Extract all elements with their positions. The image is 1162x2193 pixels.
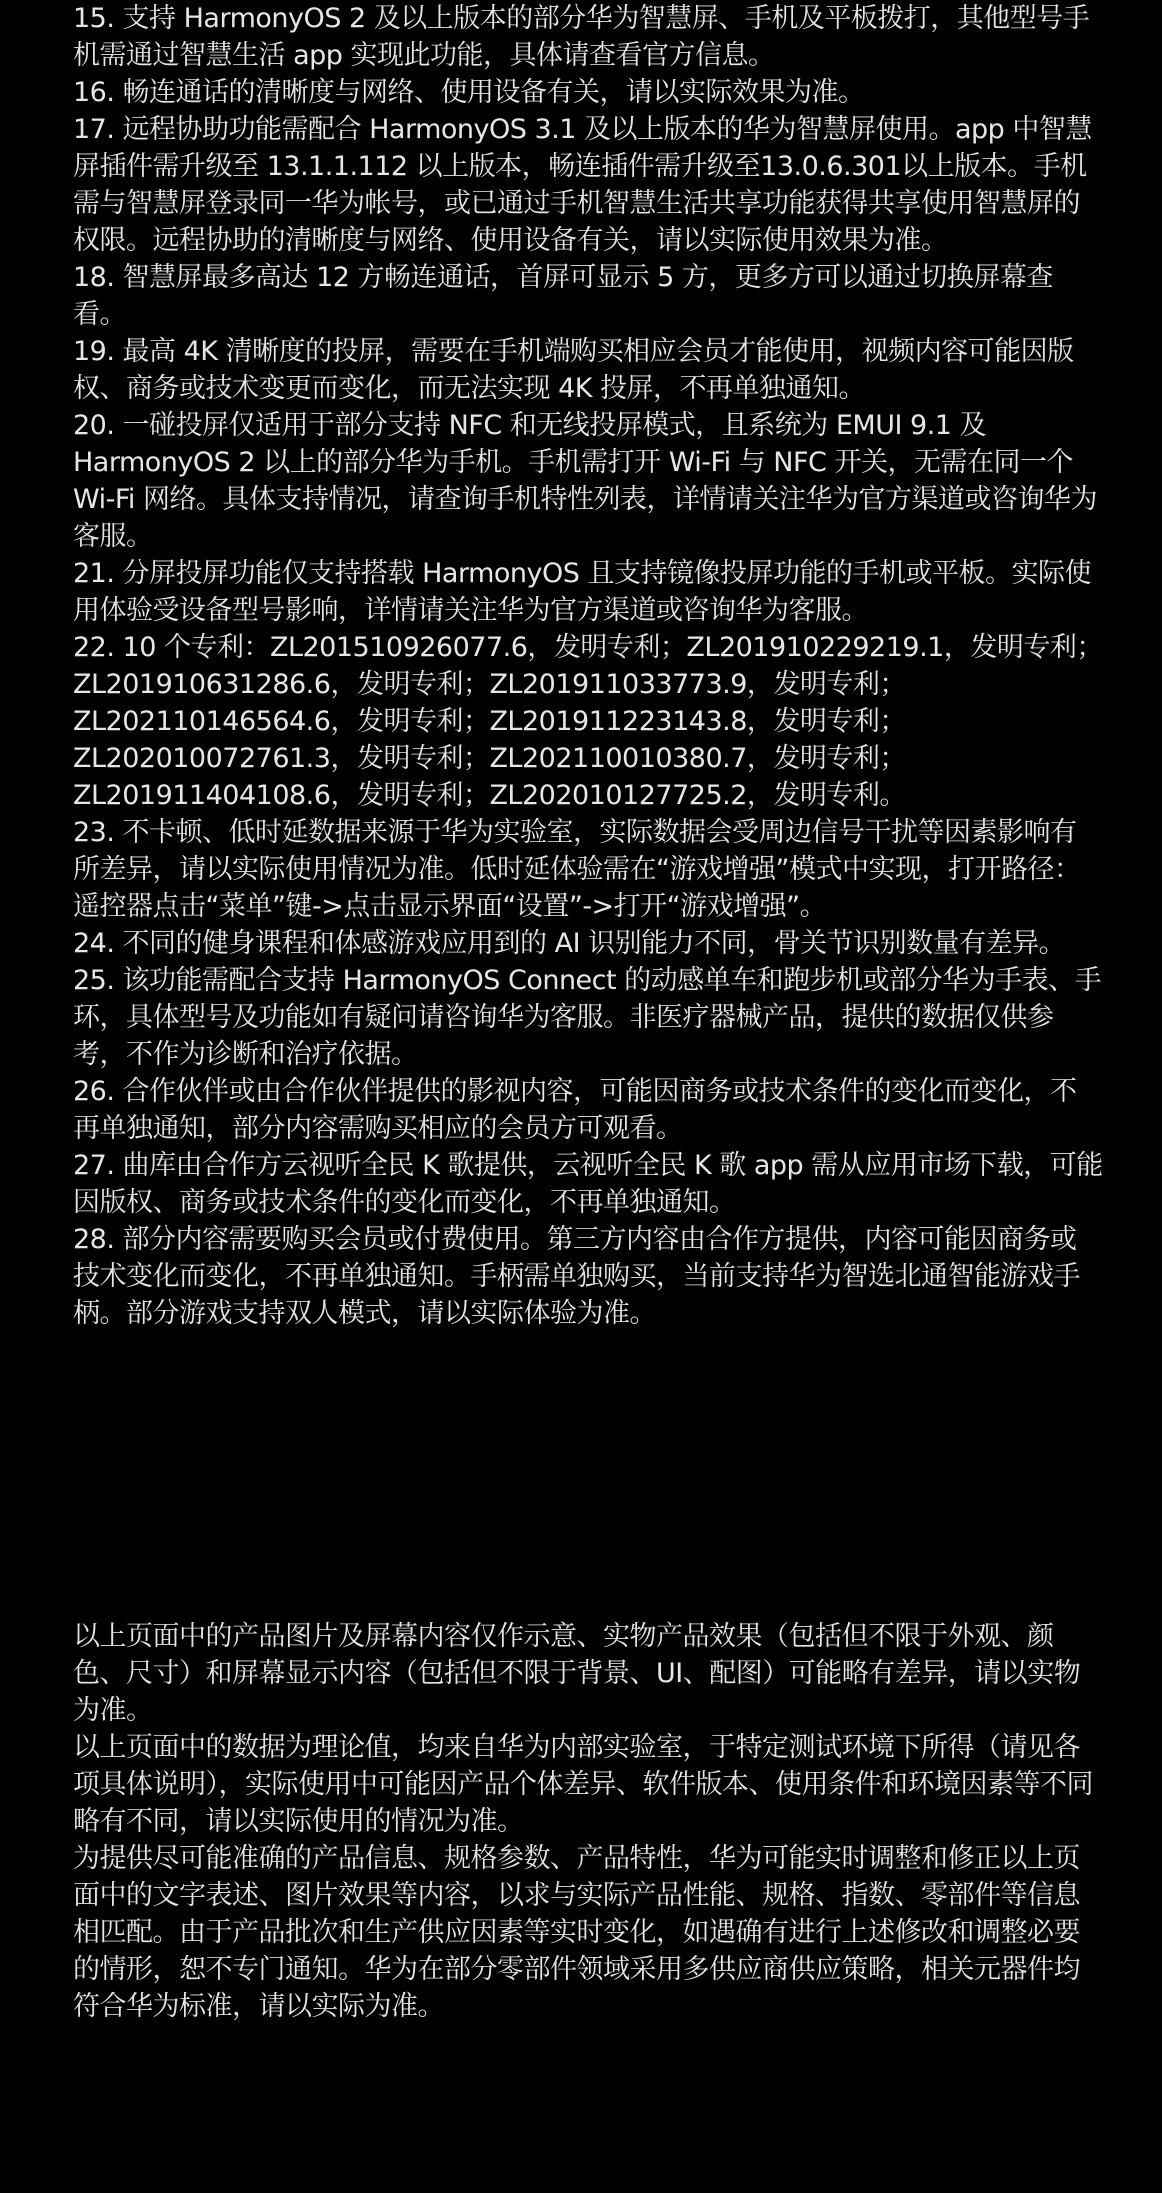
footnote-21: 21. 分屏投屏功能仅支持搭载 HarmonyOS 且支持镜像投屏功能的手机或平板。实际使用体验受设备型号影响，详情请关注华为官方渠道或咨询华为客服。 (73, 558, 1091, 626)
footnote-25: 25. 该功能需配合支持 HarmonyOS Connect 的动感单车和跑步机或部分华为手表、手环，具体型号及功能如有疑问请咨询华为客服。非医疗器械产品，提供的数据仅供参考，不作为诊断和治疗依据。 (73, 965, 1102, 1070)
footnote-27: 27. 曲库由合作方云视听全民 K 歌提供，云视听全民 K 歌 app 需从应用市场下载，可能因版权、商务或技术条件的变化而变化，不再单独通知。 (73, 1150, 1103, 1218)
footnote-23: 23. 不卡顿、低时延数据来源于华为实验室，实际数据会受周边信号干扰等因素影响有所差异，请以实际使用情况为准。低时延体验需在“游戏增强”模式中实现，打开路径：遥控器点击“菜单”键->点击显示界面“设置”->打开“游戏增强”。 (73, 817, 1081, 922)
footnote-22: 22. 10 个专利：ZL201510926077.6，发明专利；ZL201910229219.1，发明专利；ZL201910631286.6，发明专利；ZL201911033773.9，发明专利；ZL202110146564.6，发明专利；ZL201911223143.8，发明专利；ZL202010072761.3，发明专利；ZL202110010380.7，发明专利；ZL201911404108.6，发明专利；ZL202010127725.2，发明专利。 (73, 632, 1103, 811)
footnote-28: 28. 部分内容需要购买会员或付费使用。第三方内容由合作方提供，内容可能因商务或技术变化而变化，不再单独通知。手柄需单独购买，当前支持华为智选北通智能游戏手柄。部分游戏支持双人模式，请以实际体验为准。 (73, 1224, 1080, 1329)
footnote-24: 24. 不同的健身课程和体感游戏应用到的 AI 识别能力不同，骨关节识别数量有差异。 (73, 928, 1066, 959)
footnote-18: 18. 智慧屏最多高达 12 方畅连通话，首屏可显示 5 方，更多方可以通过切换屏幕查看。 (73, 262, 1053, 330)
footnote-17: 17. 远程协助功能需配合 HarmonyOS 3.1 及以上版本的华为智慧屏使用。app 中智慧屏插件需升级至 13.1.1.112 以上版本，畅连插件需升级至13.0.6.301以上版本。手机需与智慧屏登录同一华为帐号，或已通过手机智慧生活共享功能获得共享使用智慧屏的权限。远程协助的清晰度与网络、使用设备有关，请以实际使用效果为准。 (73, 114, 1092, 256)
footnote-19: 19. 最高 4K 清晰度的投屏，需要在手机端购买相应会员才能使用，视频内容可能因版权、商务或技术变更而变化，而无法实现 4K 投屏，不再单独通知。 (73, 336, 1074, 404)
disclaimer-adjustments: 为提供尽可能准确的产品信息、规格参数、产品特性，华为可能实时调整和修正以上页面中的文字表述、图片效果等内容，以求与实际产品性能、规格、指数、零部件等信息相匹配。由于产品批次和生产供应因素等实时变化，如遇确有进行上述修改和调整必要的情形，恕不专门通知。华为在部分零部件领域采用多供应商供应策略，相关元器件均符合华为标准，请以实际为准。 (73, 1843, 1080, 2022)
footnote-list (73, 0, 1103, 1332)
disclaimer-section (73, 1618, 1103, 2025)
footnote-20: 20. 一碰投屏仅适用于部分支持 NFC 和无线投屏模式，且系统为 EMUI 9.1 及 HarmonyOS 2 以上的部分华为手机。手机需打开 Wi-Fi 与 NFC 开关，无需在同一个 Wi-Fi 网络。具体支持情况，请查询手机特性列表，详情请关注华为官方渠道或咨询华为客服。 (73, 410, 1097, 552)
footnote-26: 26. 合作伙伴或由合作伙伴提供的影视内容，可能因商务或技术条件的变化而变化，不再单独通知，部分内容需购买相应的会员方可观看。 (73, 1076, 1077, 1144)
disclaimer-data: 以上页面中的数据为理论值，均来自华为内部实验室，于特定测试环境下所得（请见各项具体说明），实际使用中可能因产品个体差异、软件版本、使用条件和环境因素等不同略有不同，请以实际使用的情况为准。 (73, 1732, 1093, 1837)
footnote-15: 15. 支持 HarmonyOS 2 及以上版本的部分华为智慧屏、手机及平板拨打，其他型号手机需通过智慧生活 app 实现此功能，具体请查看官方信息。 (73, 3, 1090, 71)
footnotes-section (73, 0, 1103, 1332)
disclaimer-images: 以上页面中的产品图片及屏幕内容仅作示意、实物产品效果（包括但不限于外观、颜色、尺寸）和屏幕显示内容（包括但不限于背景、UI、配图）可能略有差异，请以实物为准。 (73, 1621, 1081, 1726)
footnote-16: 16. 畅连通话的清晰度与网络、使用设备有关，请以实际效果为准。 (73, 77, 865, 108)
